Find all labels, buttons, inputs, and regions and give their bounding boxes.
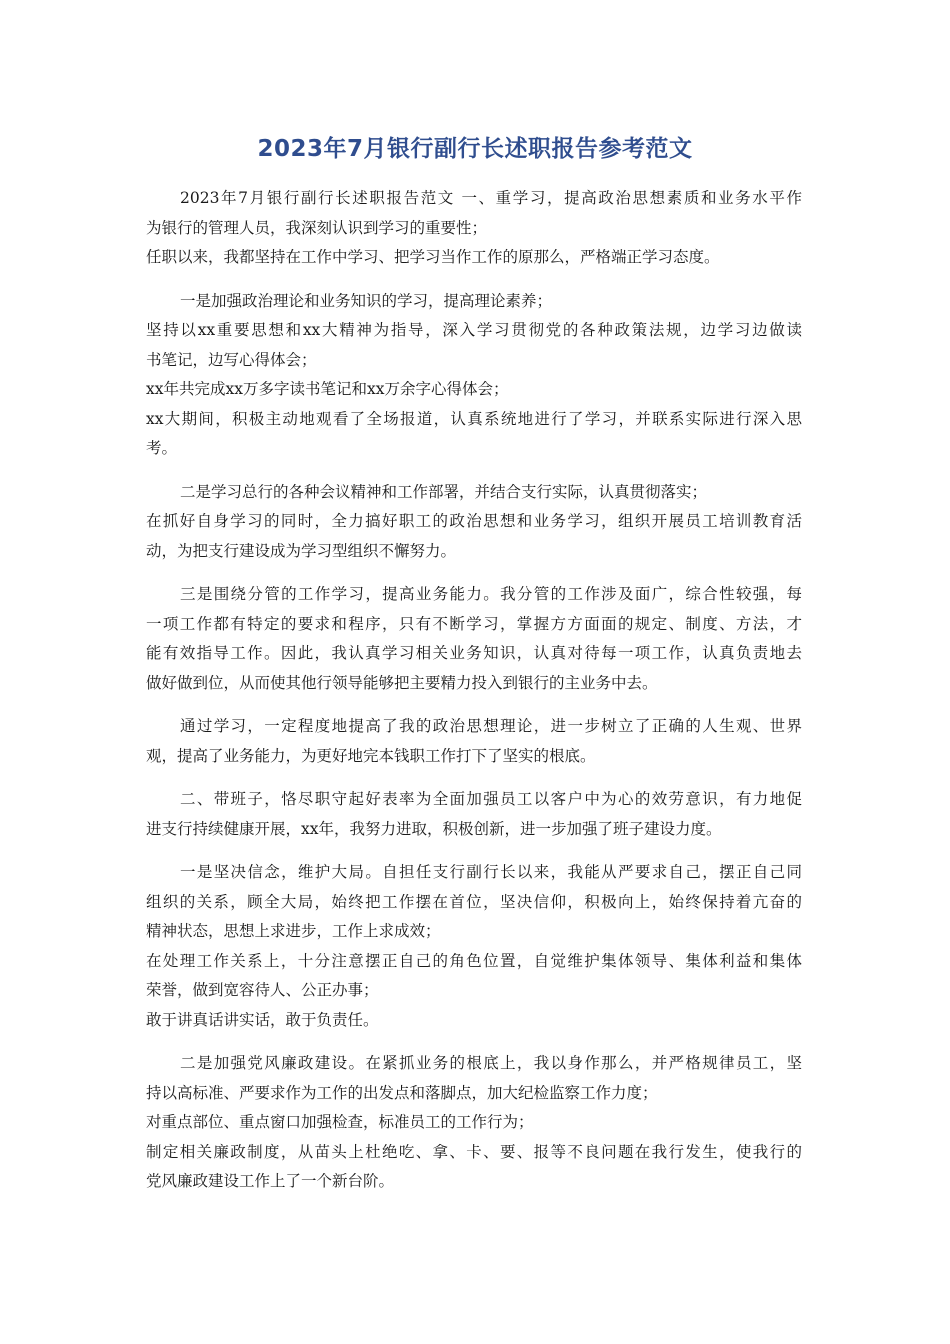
paragraph-5 <box>146 712 802 771</box>
text-line: 书笔记，边写心得体会； <box>146 350 317 369</box>
text-line: xx年共完成xx万多字读书笔记和xx万余字心得体会； <box>146 380 509 398</box>
text-line: 二是加强党风廉政建设。在紧抓业务的根底上，我以身作那么，并严格规律员工，坚 <box>180 1054 802 1072</box>
text-line: 为银行的管理人员，我深刻认识到学习的重要性； <box>146 218 488 237</box>
paragraph-7 <box>146 858 802 1035</box>
text-line: 对重点部位、重点窗口加强检查，标准员工的工作行为； <box>146 1113 534 1131</box>
text-line: 任职以来，我都坚持在工作中学习、把学习当作工作的原那么，严格端正学习态度。 <box>146 248 720 266</box>
text-line: 一是加强政治理论和业务知识的学习，提高理论素养； <box>180 291 553 310</box>
text-line: 动，为把支行建设成为学习型组织不懈努力。 <box>146 541 457 560</box>
document-body <box>146 184 802 1211</box>
text-line: 精神状态，思想上求进步，工作上求成效； <box>146 922 441 940</box>
text-line: xx大期间，积极主动地观看了全场报道，认真系统地进行了学习，并联系实际进行深入思 <box>146 409 802 428</box>
paragraph-2 <box>146 287 802 464</box>
text-line: 在处理工作关系上，十分注意摆正自己的角色位置，自觉维护集体领导、集体利益和集体 <box>146 951 802 970</box>
text-line: 二是学习总行的各种会议精神和工作部署，并结合支行实际，认真贯彻落实； <box>180 482 708 501</box>
text-line: 2023年7月银行副行长述职报告范文 一、重学习，提高政治思想素质和业务水平作 <box>180 189 802 207</box>
text-line: 党风廉政建设工作上了一个新台阶。 <box>146 1172 395 1190</box>
text-line: 考。 <box>146 439 178 457</box>
text-line: 在抓好自身学习的同时，全力搞好职工的政治思想和业务学习，组织开展员工培训教育活 <box>146 512 802 530</box>
text-line: 通过学习，一定程度地提高了我的政治思想理论，进一步树立了正确的人生观、世界 <box>180 717 802 735</box>
paragraph-1 <box>146 184 802 273</box>
text-line: 敢于讲真话讲实话，敢于负责任。 <box>146 1010 379 1029</box>
text-line: 观，提高了业务能力，为更好地完本钱职工作打下了坚实的根底。 <box>146 746 596 765</box>
text-line: 一是坚决信念，维护大局。自担任支行副行长以来，我能从严要求自己，摆正自己同 <box>180 863 802 881</box>
text-line: 制定相关廉政制度，从苗头上杜绝吃、拿、卡、要、报等不良问题在我行发生，使我行的 <box>146 1142 802 1161</box>
text-line: 持以高标准、严要求作为工作的出发点和落脚点，加大纪检监察工作力度； <box>146 1083 658 1102</box>
paragraph-6 <box>146 785 802 844</box>
text-line: 二、带班子，恪尽职守起好表率为全面加强员工以客户中为心的效劳意识，有力地促 <box>180 790 802 808</box>
text-line: 能有效指导工作。因此，我认真学习相关业务知识，认真对待每一项工作，认真负责地去 <box>146 644 802 662</box>
document-title: 2023年7月银行副行长述职报告参考范文 <box>257 136 693 162</box>
paragraph-3 <box>146 478 802 567</box>
text-line: 进支行持续健康开展，xx年，我努力进取，积极创新，进一步加强了班子建设力度。 <box>146 819 722 838</box>
text-line: 组织的关系，顾全大局，始终把工作摆在首位，坚决信仰，积极向上，始终保持着亢奋的 <box>146 892 802 911</box>
text-line: 一项工作都有特定的要求和程序，只有不断学习，掌握方方面面的规定、制度、方法，才 <box>146 614 802 633</box>
paragraph-8 <box>146 1049 802 1197</box>
text-line: 做好做到位，从而使其他行领导能够把主要精力投入到银行的主业务中去。 <box>146 673 658 692</box>
text-line: 荣誉，做到宽容待人、公正办事； <box>146 981 379 999</box>
text-line: 三是围绕分管的工作学习，提高业务能力。我分管的工作涉及面广，综合性较强，每 <box>180 585 802 603</box>
text-line: 坚持以xx重要思想和xx大精神为指导，深入学习贯彻党的各种政策法规，边学习边做读 <box>146 321 802 339</box>
paragraph-4 <box>146 580 802 698</box>
